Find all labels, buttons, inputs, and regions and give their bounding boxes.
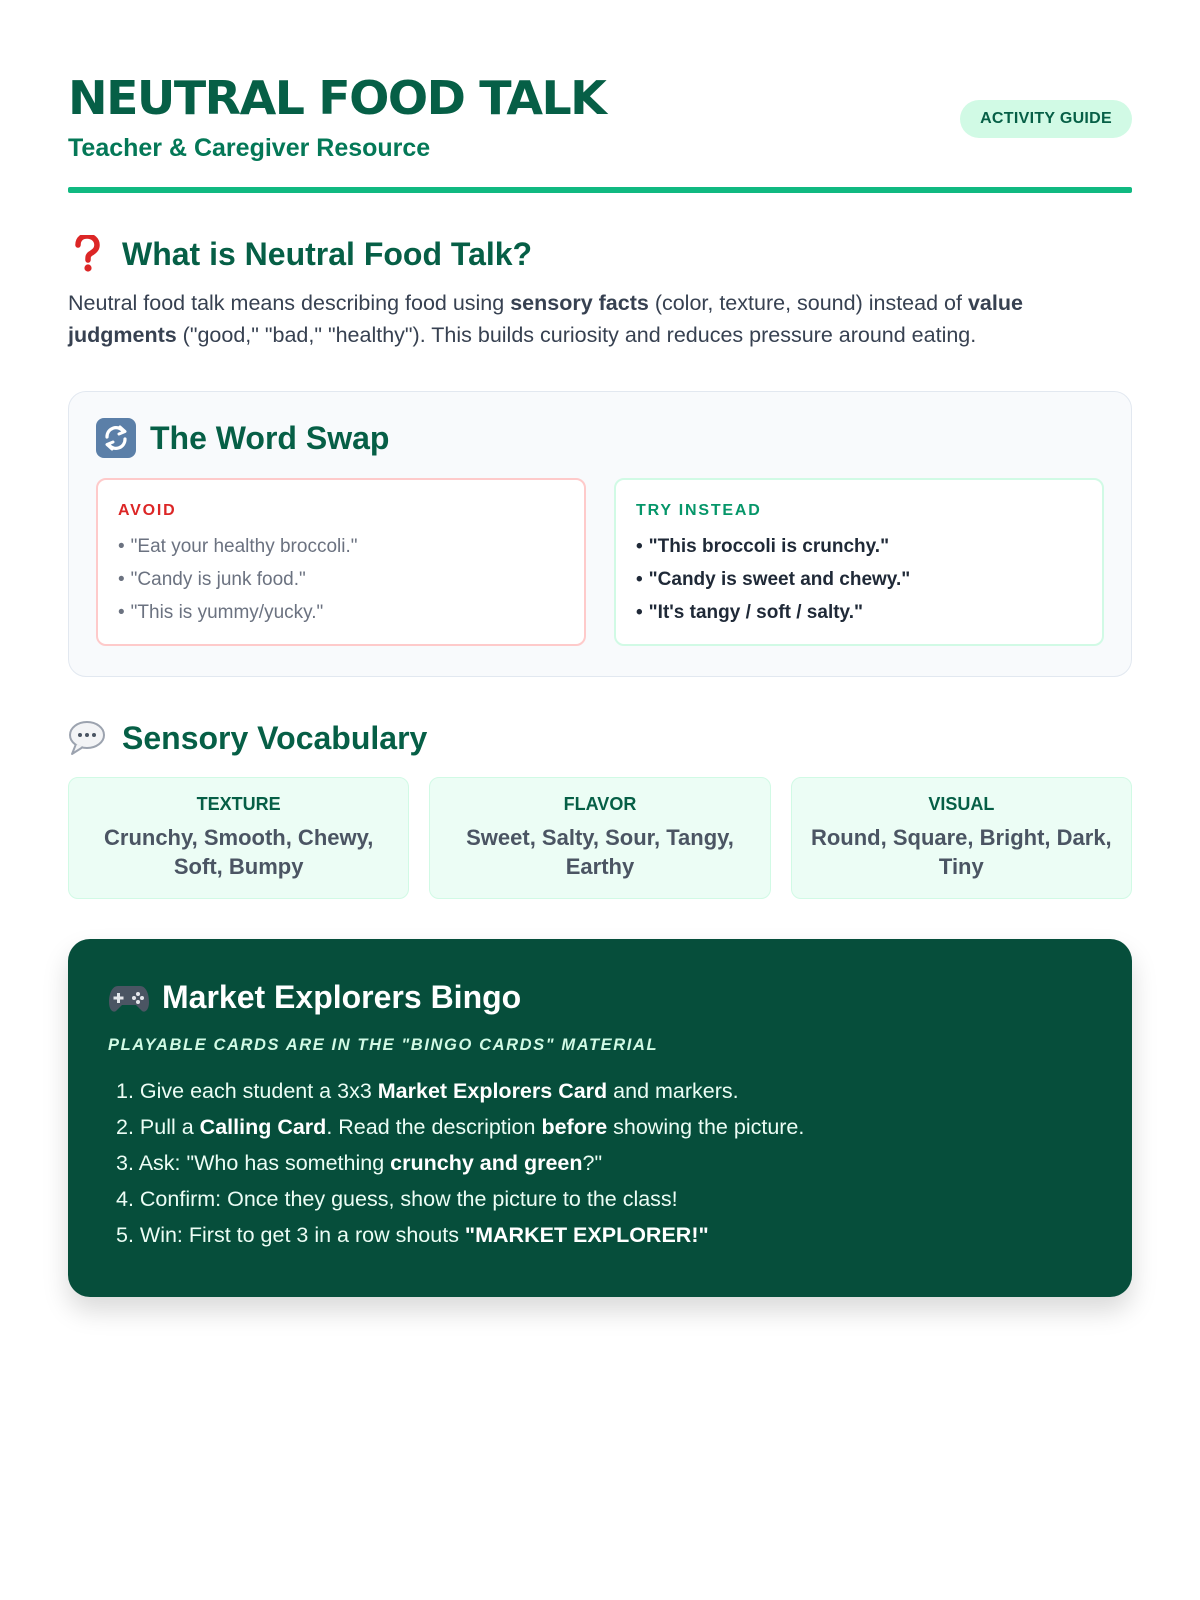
try-instead-item: • "It's tangy / soft / salty." <box>636 596 1082 629</box>
vocab-card-words: Round, Square, Bright, Dark, Tiny <box>810 825 1112 879</box>
bingo-step <box>108 1145 1092 1181</box>
step-text: Give each student a 3x3 <box>139 1079 378 1103</box>
try-instead-card <box>614 478 1104 646</box>
try-instead-item: • "This broccoli is crunchy." <box>636 530 1082 563</box>
bingo-cards-note: PLAYABLE CARDS ARE IN THE "BINGO CARDS" MATERIAL <box>108 1036 659 1054</box>
step-bold: Calling Card <box>199 1115 327 1139</box>
intro-text-2: (color, texture, sound) instead of <box>648 291 968 315</box>
step-bold: Market Explorers Card <box>377 1079 608 1103</box>
vocab-card-title: VISUAL <box>928 794 995 814</box>
avoid-list <box>118 530 564 629</box>
intro-text-1: Neutral food talk means describing food using <box>68 291 511 315</box>
bingo-step <box>108 1073 1092 1109</box>
step-text: Confirm: Once they guess, show the picture to the class! <box>139 1187 678 1211</box>
vocab-card-words: Crunchy, Smooth, Chewy, Soft, Bumpy <box>104 825 374 879</box>
header-divider <box>68 187 1132 193</box>
step-text: Win: First to get 3 in a row shouts <box>139 1223 465 1247</box>
question-mark-icon <box>68 235 106 273</box>
bingo-heading-row <box>108 979 1092 1016</box>
intro-bold-sensory-facts: sensory facts <box>510 291 649 315</box>
vocabulary-heading: Sensory Vocabulary <box>122 719 428 756</box>
step-text: ?" <box>582 1151 603 1175</box>
word-swap-panel <box>68 391 1132 677</box>
step-text: . Read the description <box>326 1115 542 1139</box>
vocab-card-words: Sweet, Salty, Sour, Tangy, Earthy <box>466 825 734 879</box>
refresh-arrows-icon <box>96 418 136 458</box>
vocab-card-flavor <box>429 777 770 899</box>
step-number: 2. <box>116 1115 140 1139</box>
activity-guide-badge: ACTIVITY GUIDE <box>960 100 1132 138</box>
try-instead-label: TRY INSTEAD <box>636 502 762 519</box>
page-title: NEUTRAL FOOD TALK <box>68 71 606 125</box>
avoid-item: • "Candy is junk food." <box>118 563 564 596</box>
step-text: Pull a <box>139 1115 200 1139</box>
vocabulary-heading-row <box>68 719 1132 757</box>
step-bold: crunchy and green <box>390 1151 583 1175</box>
step-number: 3. <box>116 1151 139 1175</box>
step-text: Ask: "Who has something <box>138 1151 391 1175</box>
intro-text-3: ("good," "bad," "healthy"). This builds curiosity and reduces pressure around eating. <box>176 323 977 347</box>
bingo-panel <box>68 939 1132 1297</box>
vocab-card-title: TEXTURE <box>196 794 281 814</box>
avoid-card <box>96 478 586 646</box>
word-swap-heading-row <box>96 418 1104 458</box>
avoid-label: AVOID <box>118 502 177 519</box>
intro-heading-row <box>68 235 1132 273</box>
game-controller-icon <box>108 980 150 1016</box>
intro-paragraph <box>68 287 1132 351</box>
step-number: 5. <box>116 1223 140 1247</box>
bingo-step <box>108 1109 1092 1145</box>
avoid-item: • "Eat your healthy broccoli." <box>118 530 564 563</box>
vocab-card-texture <box>68 777 409 899</box>
header <box>68 72 1132 187</box>
avoid-item: • "This is yummy/yucky." <box>118 596 564 629</box>
speech-bubble-icon <box>68 719 106 757</box>
vocabulary-cards <box>68 777 1132 899</box>
try-instead-item: • "Candy is sweet and chewy." <box>636 563 1082 596</box>
page-subtitle: Teacher & Caregiver Resource <box>68 134 431 162</box>
bingo-step <box>108 1181 1092 1217</box>
word-swap-columns <box>96 478 1104 646</box>
bingo-steps <box>108 1073 1092 1253</box>
step-text: showing the picture. <box>607 1115 805 1139</box>
word-swap-heading: The Word Swap <box>150 419 390 456</box>
vocab-card-title: FLAVOR <box>563 794 637 814</box>
vocab-card-visual <box>791 777 1132 899</box>
intro-bold-value-judgments: value judgments <box>68 291 1023 347</box>
bingo-step <box>108 1217 1092 1253</box>
step-number: 4. <box>116 1187 140 1211</box>
step-number: 1. <box>116 1079 140 1103</box>
step-bold: "MARKET EXPLORER!" <box>464 1223 709 1247</box>
step-text: and markers. <box>607 1079 739 1103</box>
try-instead-list <box>636 530 1082 629</box>
intro-heading: What is Neutral Food Talk? <box>122 235 533 272</box>
step-bold: before <box>541 1115 608 1139</box>
bingo-heading: Market Explorers Bingo <box>162 979 522 1015</box>
